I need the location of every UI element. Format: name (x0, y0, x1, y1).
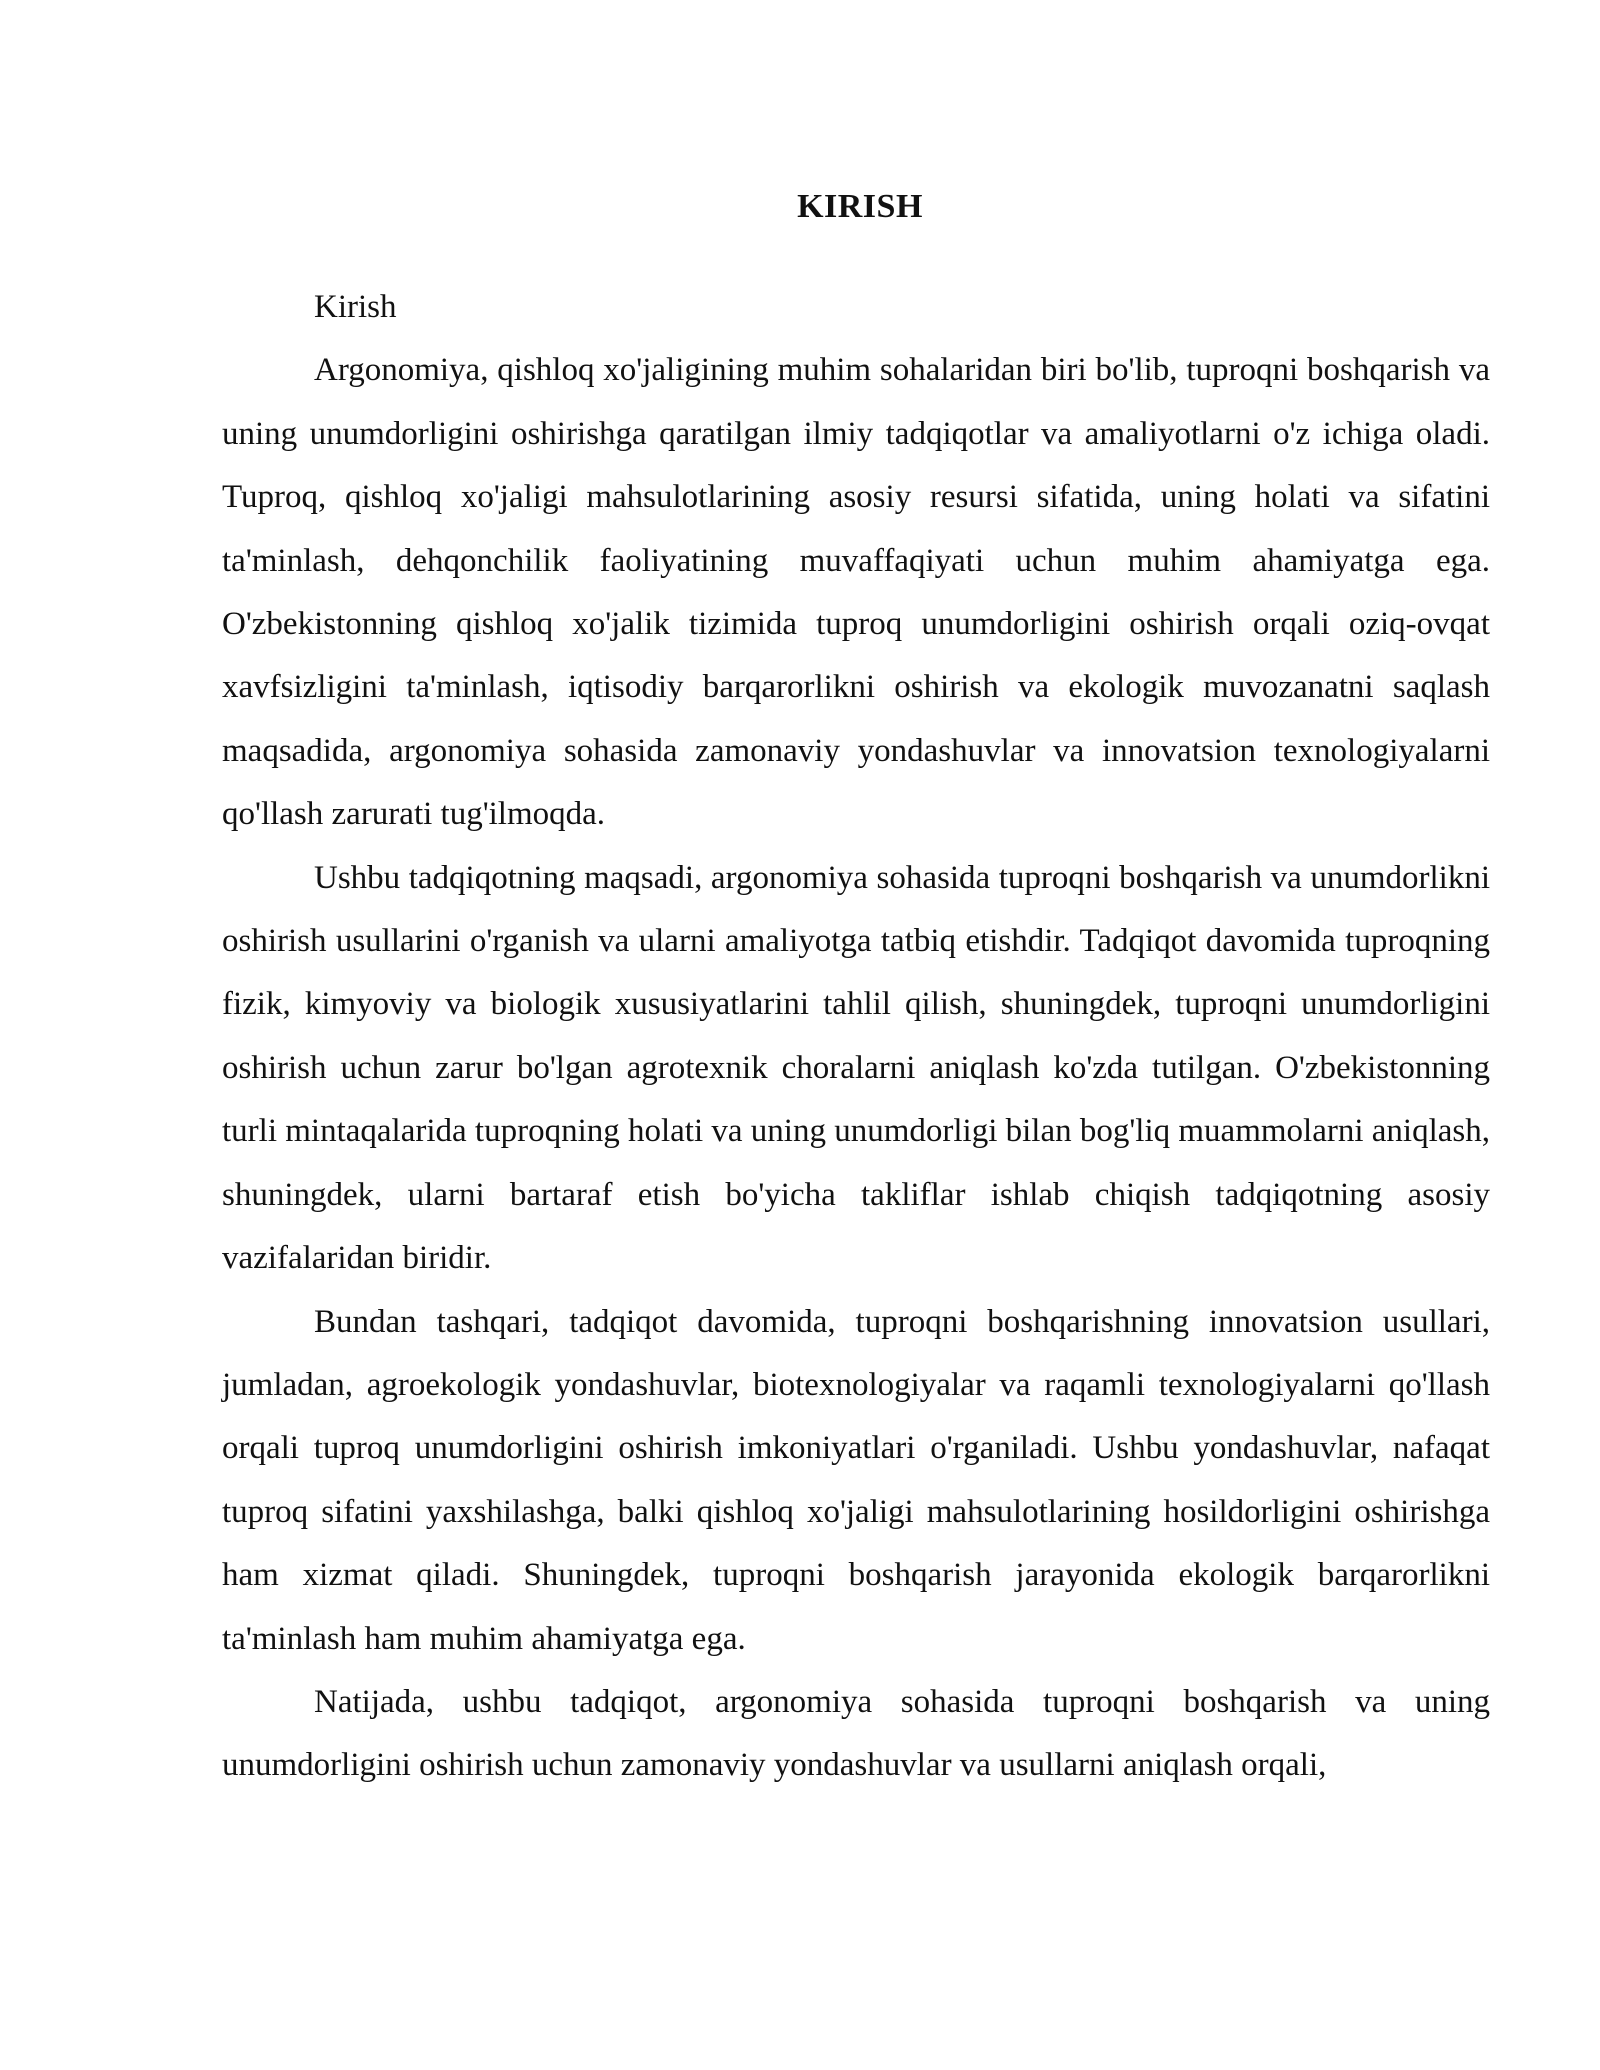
page-title: KIRISH (797, 188, 923, 225)
paragraph-4: Natijada, ushbu tadqiqot, argonomiya sohasida tuproqni boshqarish va uning unumdorligini oshirish uchun zamonaviy yondashuvlar va usullarni aniqlash orqali, (222, 1683, 1490, 1784)
section-subheading: Kirish (314, 289, 397, 325)
paragraph-2: Ushbu tadqiqotning maqsadi, argonomiya sohasida tuproqni boshqarish va unumdorlikni oshirish usullarini o'rganish va ularni amaliyotga tatbiq etishdir. Tadqiqot davomida tuproqning fizik, kimyoviy va biologik xususiyatlarini tahlil qilish, shuningdek, tuproqni unumdorligini oshirish uchun zarur bo'lgan agrotexnik choralarni aniqlash ko'zda tutilgan. O'zbekistonning turli mintaqalarida tuproqning holati va uning unumdorligi bilan bog'liq muammolarni aniqlash, shuningdek, ularni bartaraf etish bo'yicha takliflar ishlab chiqish tadqiqotning asosiy vazifalaridan biridir. (222, 859, 1490, 1277)
paragraph-1: Argonomiya, qishloq xo'jaligining muhim sohalaridan biri bo'lib, tuproqni boshqarish va uning unumdorligini oshirishga qaratilgan ilmiy tadqiqotlar va amaliyotlarni o'z ichiga oladi. Tuproq, qishloq xo'jaligi mahsulotlarining asosiy resursi sifatida, uning holati va sifatini ta'minlash, dehqonchilik faoliyatining muvaffaqiyati uchun muhim ahamiyatga ega. O'zbekistonning qishloq xo'jalik tizimida tuproq unumdorligini oshirish orqali oziq-ovqat xavfsizligini ta'minlash, iqtisodiy barqarorlikni oshirish va ekologik muvozanatni saqlash maqsadida, argonomiya sohasida zamonaviy yondashuvlar va innovatsion texnologiyalarni qo'llash zarurati tug'ilmoqda. (222, 352, 1490, 833)
paragraph-3: Bundan tashqari, tadqiqot davomida, tuproqni boshqarishning innovatsion usullari, jumladan, agroekologik yondashuvlar, biotexnologiyalar va raqamli texnologiyalarni qo'llash orqali tuproq unumdorligini oshirish imkoniyatlari o'rganiladi. Ushbu yondashuvlar, nafaqat tuproq sifatini yaxshilashga, balki qishloq xo'jaligi mahsulotlarining hosildorligini oshirishga ham xizmat qiladi. Shuningdek, tuproqni boshqarish jarayonida ekologik barqarorlikni ta'minlash ham muhim ahamiyatga ega. (222, 1303, 1490, 1657)
document-body (222, 276, 1490, 1798)
